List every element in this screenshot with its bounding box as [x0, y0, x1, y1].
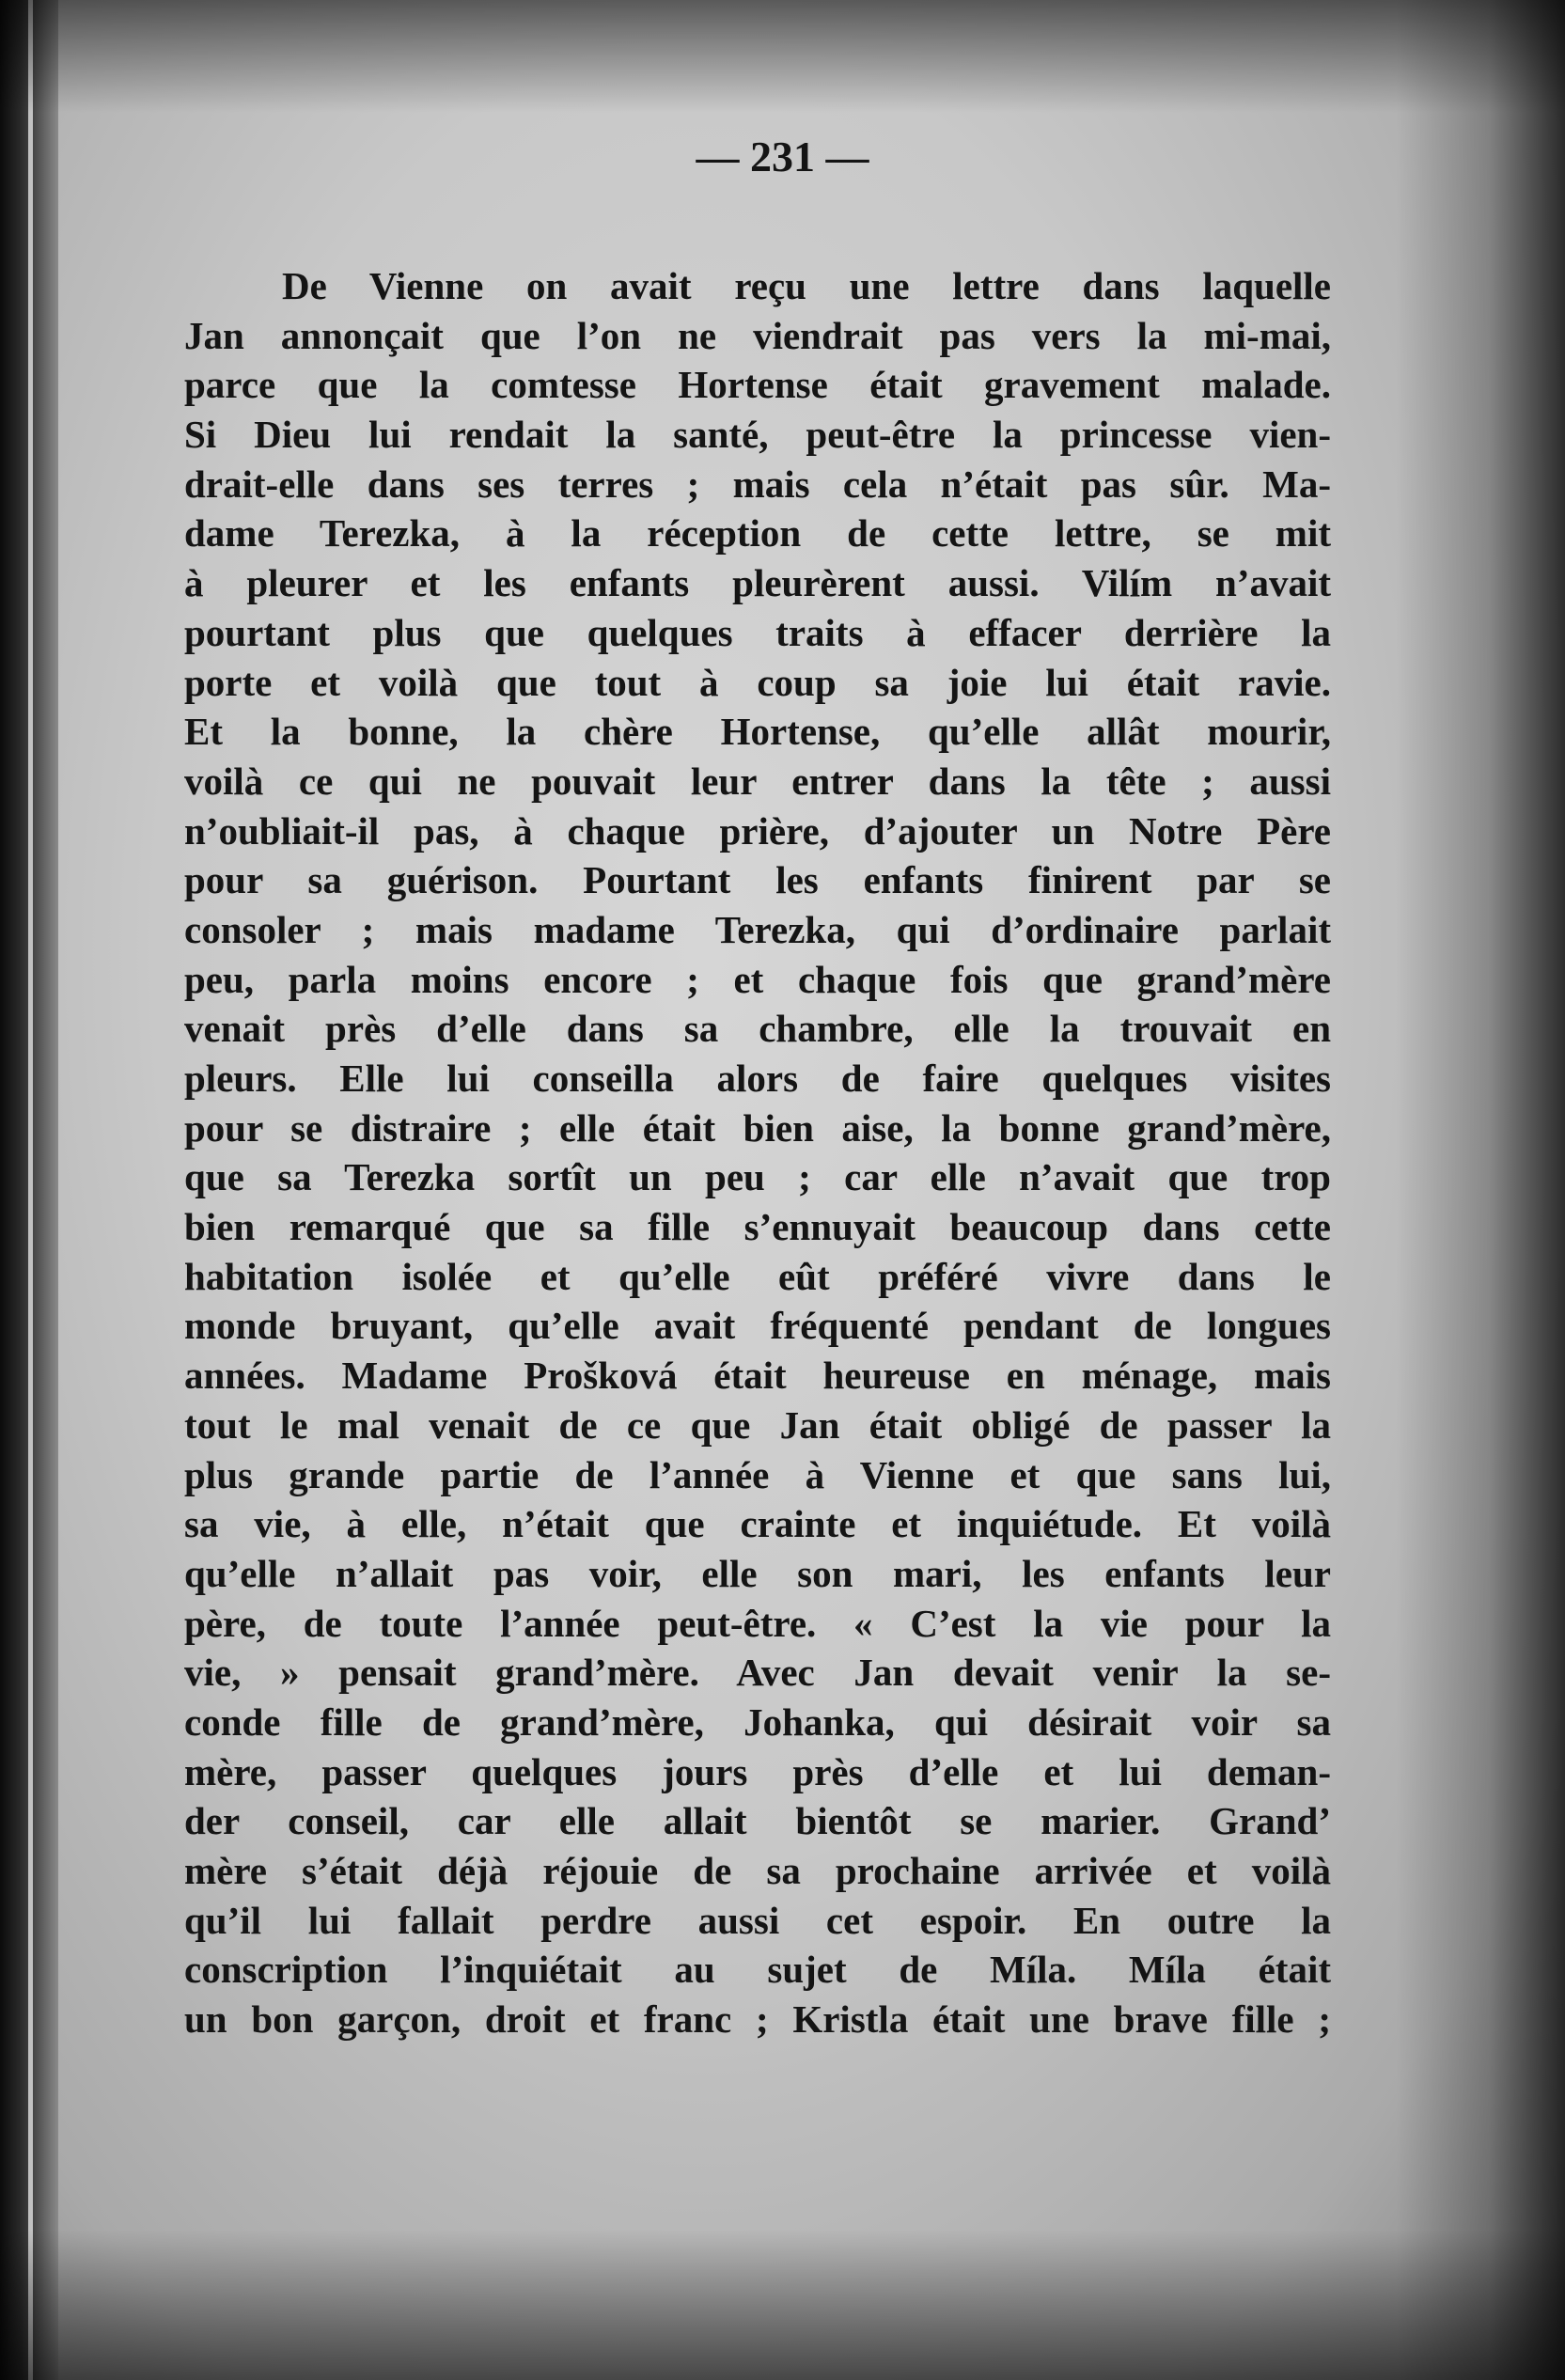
text-line: Si Dieu lui rendait la santé, peut-être la princesse vien-: [184, 413, 1331, 457]
text-line: porte et voilà que tout à coup sa joie lui était ravie.: [184, 660, 1331, 704]
text-line: père, de toute l’année peut-être. « C’est la vie pour la: [184, 1601, 1331, 1645]
text-line: voilà ce qui ne pouvait leur entrer dans la tête ; aussi: [184, 759, 1331, 803]
text-line: pour sa guérison. Pourtant les enfants finirent par se: [184, 858, 1331, 902]
page-number: — 231 —: [696, 133, 869, 180]
text-line: pourtant plus que quelques traits à effacer derrière la: [184, 610, 1331, 654]
text-line: mère s’était déjà réjouie de sa prochaine arrivée et voilà: [184, 1849, 1331, 1892]
text-line: qu’il lui fallait perdre aussi cet espoir. En outre la: [184, 1898, 1331, 1942]
text-line: un bon garçon, droit et franc ; Kristla était une brave fille ;: [184, 1997, 1331, 2042]
text-line: dame Terezka, à la réception de cette lettre, se mit: [184, 511, 1331, 556]
bottom-shadow: [0, 2230, 1565, 2380]
text-line: habitation isolée et qu’elle eût préféré vivre dans le: [184, 1254, 1331, 1298]
text-line: tout le mal venait de ce que Jan était obligé de passer la: [184, 1402, 1331, 1447]
text-line: mère, passer quelques jours près d’elle et lui deman-: [184, 1749, 1331, 1793]
top-shadow: [0, 0, 1565, 113]
text-line: De Vienne on avait reçu une lettre dans laquelle: [282, 264, 1331, 307]
text-line: Jan annonçait que l’on ne viendrait pas vers la mi-mai,: [184, 313, 1331, 357]
text-line: venait près d’elle dans sa chambre, elle la trouvait en: [184, 1007, 1331, 1051]
text-line: plus grande partie de l’année à Vienne et que sans lui,: [184, 1452, 1331, 1496]
text-line: bien remarqué que sa fille s’ennuyait beaucoup dans cette: [184, 1205, 1331, 1249]
body-text: [184, 261, 1331, 2044]
text-line: qu’elle n’allait pas voir, elle son mari, les enfants leur: [184, 1551, 1331, 1595]
text-line: pleurs. Elle lui conseilla alors de faire quelques visites: [184, 1057, 1331, 1100]
text-line: consoler ; mais madame Terezka, qui d’ordinaire parlait: [184, 907, 1331, 951]
text-line: der conseil, car elle allait bientôt se marier. Grand’: [184, 1799, 1331, 1843]
text-line: années. Madame Prošková était heureuse en ménage, mais: [184, 1354, 1331, 1398]
spine-highlight: [28, 0, 33, 2380]
text-line: n’oubliait-il pas, à chaque prière, d’ajouter un Notre Père: [184, 808, 1331, 853]
text-line: conde fille de grand’mère, Johanka, qui désirait voir sa: [184, 1699, 1331, 1744]
text-line: à pleurer et les enfants pleurèrent aussi. Vilím n’avait: [184, 561, 1331, 605]
text-line: peu, parla moins encore ; et chaque fois que grand’mère: [184, 957, 1331, 1001]
text-line: pour se distraire ; elle était bien aise, la bonne grand’mère,: [184, 1105, 1331, 1150]
text-line: sa vie, à elle, n’était que crainte et inquiétude. Et voilà: [184, 1502, 1331, 1546]
text-line: monde bruyant, qu’elle avait fréquenté pendant de longues: [184, 1304, 1331, 1348]
text-line: que sa Terezka sortît un peu ; car elle n’avait que trop: [184, 1155, 1331, 1199]
text-line: parce que la comtesse Hortense était gravement malade.: [184, 363, 1331, 407]
text-line: conscription l’inquiétait au sujet de Míla. Míla était: [184, 1948, 1331, 1992]
text-line: vie, » pensait grand’mère. Avec Jan devait venir la se-: [184, 1651, 1331, 1695]
text-line: Et la bonne, la chère Hortense, qu’elle allât mourir,: [184, 710, 1331, 754]
text-line: drait-elle dans ses terres ; mais cela n’était pas sûr. Ma-: [184, 462, 1331, 506]
right-shadow: [1396, 0, 1565, 2380]
